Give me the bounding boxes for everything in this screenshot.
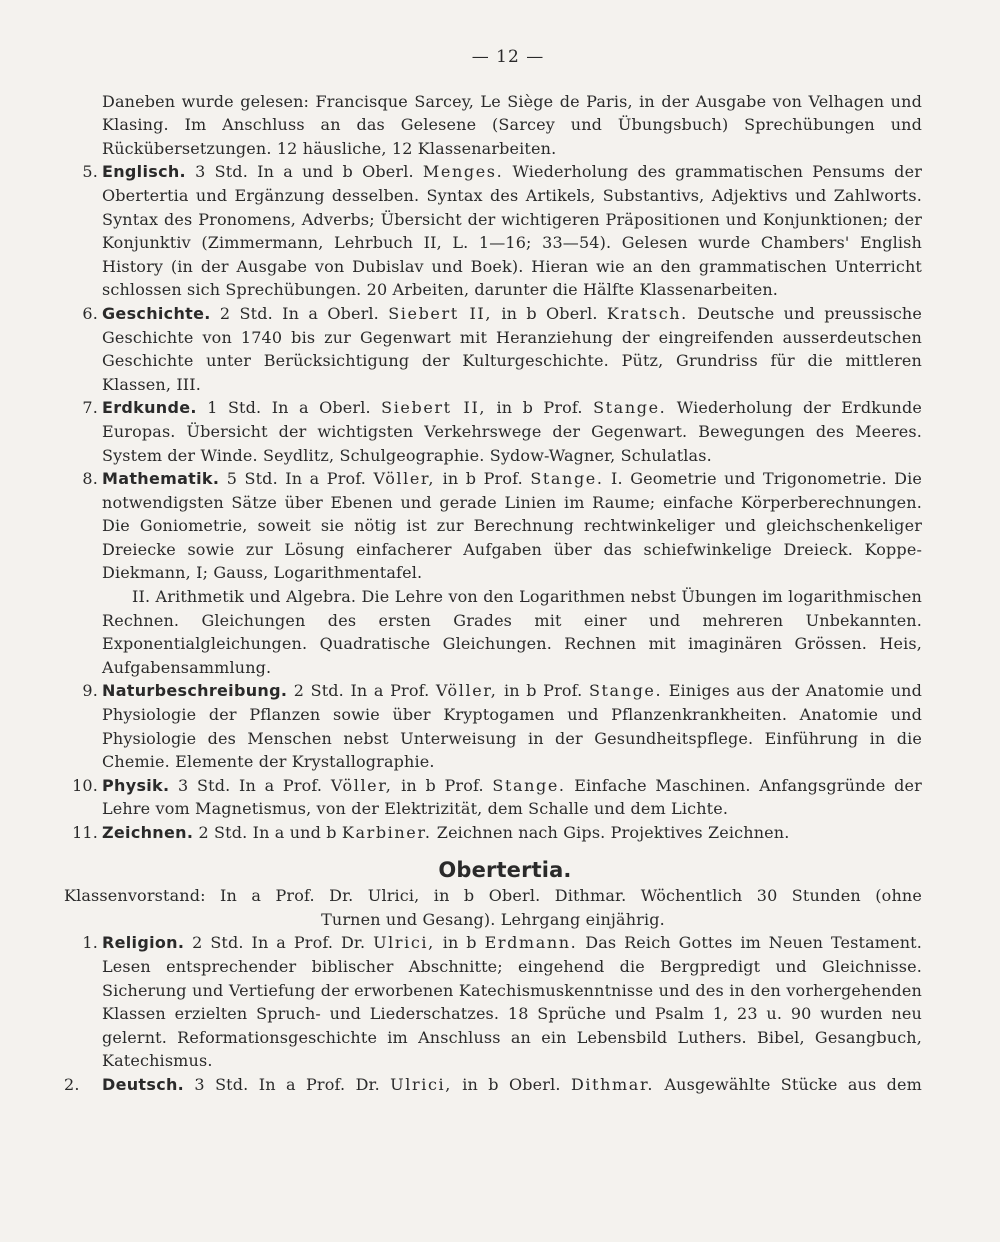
teacher-prefix: In a Prof. <box>285 469 367 489</box>
item-body: Einfache Maschinen. Anfangsgründe der Lehre vom Magnetismus, von der Elektrizität, dem Schalle und dem Lichte. <box>102 775 922 819</box>
hours: 2 Std. <box>192 933 244 953</box>
teacher-prefix: In a und b Oberl. <box>257 162 414 182</box>
klassenvorstand-line-2: Turnen und Gesang). Lehrgang einjährig. <box>321 909 665 929</box>
item-number: 6. <box>82 303 98 323</box>
teacher-name-2: Stange. <box>530 469 604 489</box>
item-body: Einiges aus der Anatomie und Physiologie der Pflanzen sowie über Kryptogamen und Pflanzenkrankheiten. Anatomie und Physiologie des Menschen nebst Unterweisung in der Gesundheitspflege. Einführung in die Chemie. Elemente der Krystallographie. <box>102 681 922 772</box>
item-number: 7. <box>82 398 98 418</box>
mathematik-part-2: II. Arithmetik und Algebra. Die Lehre von den Logarithmen nebst Übungen im logarithmischen Rechnen. Gleichungen des ersten Grades mit einer und mehreren Unbekannten. Exponentialgleichungen. Quadratische Gleichungen. Rechnen mit imaginären Grössen. Heis, Aufgabensammlung. <box>102 587 922 677</box>
hours: 3 Std. <box>194 1074 249 1094</box>
item-number: 10. <box>72 775 98 795</box>
hours: 2 Std. <box>293 681 344 701</box>
page-number: — 12 — <box>471 47 545 67</box>
teacher-name-2: Stange. <box>588 681 663 701</box>
item-body: Ausgewählte Stücke aus dem <box>664 1074 922 1094</box>
item-number: 5. <box>82 162 98 182</box>
list-item-englisch <box>64 160 922 302</box>
section-title-obertertia: Obertertia. <box>438 857 572 882</box>
teacher-name-2: Dithmar. <box>570 1074 655 1094</box>
item-body: I. Geometrie und Trigonometrie. Die notwendigsten Sätze über Ebenen und gerade Linien im Raume; einfache Körperberechnungen. Die Goniometrie, soweit sie nötig ist zur Berechnung rechtwinkeliger und gleichschenkeliger Dreiecke sowie zur Lösung einfacherer Aufgaben über das schiefwinkelige Dreieck. Koppe-Diekmann, I; Gauss, Logarithmentafel. <box>102 469 922 583</box>
teacher-name-2: Stange. <box>593 398 667 418</box>
klassenvorstand-line-1: Klassenvorstand: In a Prof. Dr. Ulrici, in b Oberl. Dithmar. Wöchentlich 30 Stunden (ohne <box>64 886 922 906</box>
item-body: Wiederholung der Erdkunde Europas. Übersicht der wichtigsten Verkehrswege der Gegenwart. Bewegungen des Meeres. System der Winde. Seydlitz, Schulgeographie. Sydow-Wagner, Schulatlas. <box>102 398 922 465</box>
item-body: Deutsche und preussische Geschichte von 1740 bis zur Gegenwart mit Heranziehung der eingreifenden ausserdeutschen Geschichte unter Berücksichtigung der Kulturgeschichte. Pütz, Grundriss für die mittleren Klassen, III. <box>102 303 923 394</box>
hours: 3 Std. <box>195 162 248 182</box>
hours: 2 Std. <box>219 303 273 323</box>
item-number: 9. <box>82 681 98 701</box>
teacher-prefix: In a Prof. <box>239 775 323 795</box>
teacher-name: Karbiner. <box>341 823 432 842</box>
teacher-mid: in b <box>442 933 477 953</box>
teacher-prefix: In a Oberl. <box>282 303 379 323</box>
list-item-geschichte <box>64 302 922 396</box>
subject-heading: Naturbeschreibung. <box>102 681 288 701</box>
list-item-physik <box>64 774 922 821</box>
teacher-prefix: In a Prof. <box>350 681 430 701</box>
teacher-mid: in b Oberl. <box>501 303 598 323</box>
teacher-name-2: Erdmann. <box>484 933 578 953</box>
teacher-name: Völler, <box>373 469 436 489</box>
teacher-prefix: In a Prof. Dr. <box>251 933 366 953</box>
item-body: Wiederholung des grammatischen Pensums der Obertertia und Ergänzung desselben. Syntax des Artikels, Substantivs, Adjektivs und Zahlworts. Syntax des Pronomens, Adverbs; Übersicht der wichtigeren Präpositionen und Konjunktionen; der Konjunktiv (Zimmermann, Lehrbuch II, L. 1—16; 33—54). Gelesen wurde Chambers' English History (in der Ausgabe von Dubislav und Boek). Hieran wie an den grammatischen Unterricht schlossen sich Sprechübungen. 20 Arbeiten, darunter die Hälfte Klassenarbeiten. <box>102 162 922 300</box>
list-item-naturbeschreibung <box>64 679 922 773</box>
subject-heading: Englisch. <box>102 162 186 182</box>
list-item-zeichnen <box>64 821 922 845</box>
teacher-mid: in b Prof. <box>504 681 583 701</box>
item-number: 2. <box>64 1074 80 1094</box>
teacher-mid: in b Prof. <box>442 469 523 489</box>
teacher-prefix: In a und b <box>252 823 337 842</box>
teacher-name-2: Kratsch. <box>606 303 688 323</box>
subject-heading: Erdkunde. <box>102 398 197 418</box>
item-number: 1. <box>82 933 98 953</box>
hours: 3 Std. <box>178 775 231 795</box>
teacher-name: Ulrici, <box>373 933 435 953</box>
teacher-prefix: In a Oberl. <box>271 398 371 418</box>
teacher-name: Völler, <box>435 681 498 701</box>
teacher-name: Siebert II, <box>381 398 487 418</box>
subject-heading: Religion. <box>102 933 185 953</box>
subject-heading: Geschichte. <box>102 303 211 323</box>
teacher-name: Ulrici, <box>390 1074 452 1094</box>
item-body: Das Reich Gottes im Neuen Testament. Lesen entsprechender biblischer Abschnitte; eingehend die Bergpredigt und Gleichnisse. Sicherung und Vertiefung der erworbenen Katechismuskenntnisse und des in den vorhergehenden Klassen erzielten Spruch- und Liederschatzes. 18 Sprüche und Psalm 1, 23 u. 90 wurden neu gelernt. Reformationsgeschichte im Anschluss an ein Lebensbild Luthers. Bibel, Gesangbuch, Katechismus. <box>102 933 922 1071</box>
list-item-mathematik <box>64 467 922 585</box>
list-item-deutsch <box>64 1073 922 1097</box>
teacher-name: Siebert II, <box>388 303 493 323</box>
teacher-mid: in b Prof. <box>401 775 484 795</box>
subject-heading: Zeichnen. <box>102 823 194 842</box>
item-number: 11. <box>72 823 98 842</box>
teacher-name: Völler, <box>330 775 393 795</box>
hours: 1 Std. <box>207 398 262 418</box>
teacher-mid: in b Prof. <box>496 398 583 418</box>
teacher-prefix: In a Prof. Dr. <box>258 1074 380 1094</box>
teacher-name: Menges. <box>422 162 504 182</box>
list-item-erdkunde <box>64 396 922 467</box>
list-item-religion <box>64 931 922 1073</box>
item-number: 8. <box>82 469 98 489</box>
subject-heading: Physik. <box>102 775 170 795</box>
subject-heading: Deutsch. <box>102 1074 185 1094</box>
teacher-mid: in b Oberl. <box>462 1074 561 1094</box>
item-body: Zeichnen nach Gips. Projektives Zeichnen. <box>436 823 790 842</box>
hours: 2 Std. <box>198 823 248 842</box>
hours: 5 Std. <box>226 469 278 489</box>
teacher-name-2: Stange. <box>492 775 566 795</box>
intro-paragraph: Daneben wurde gelesen: Francisque Sarcey, Le Siège de Paris, in der Ausgabe von Velhagen und Klasing. Im Anschluss an das Gelesene (Sarcey und Übungsbuch) Sprechübungen und Rückübersetzungen. 12 häusliche, 12 Klassenarbeiten. <box>102 91 922 158</box>
subject-heading: Mathematik. <box>102 469 220 489</box>
